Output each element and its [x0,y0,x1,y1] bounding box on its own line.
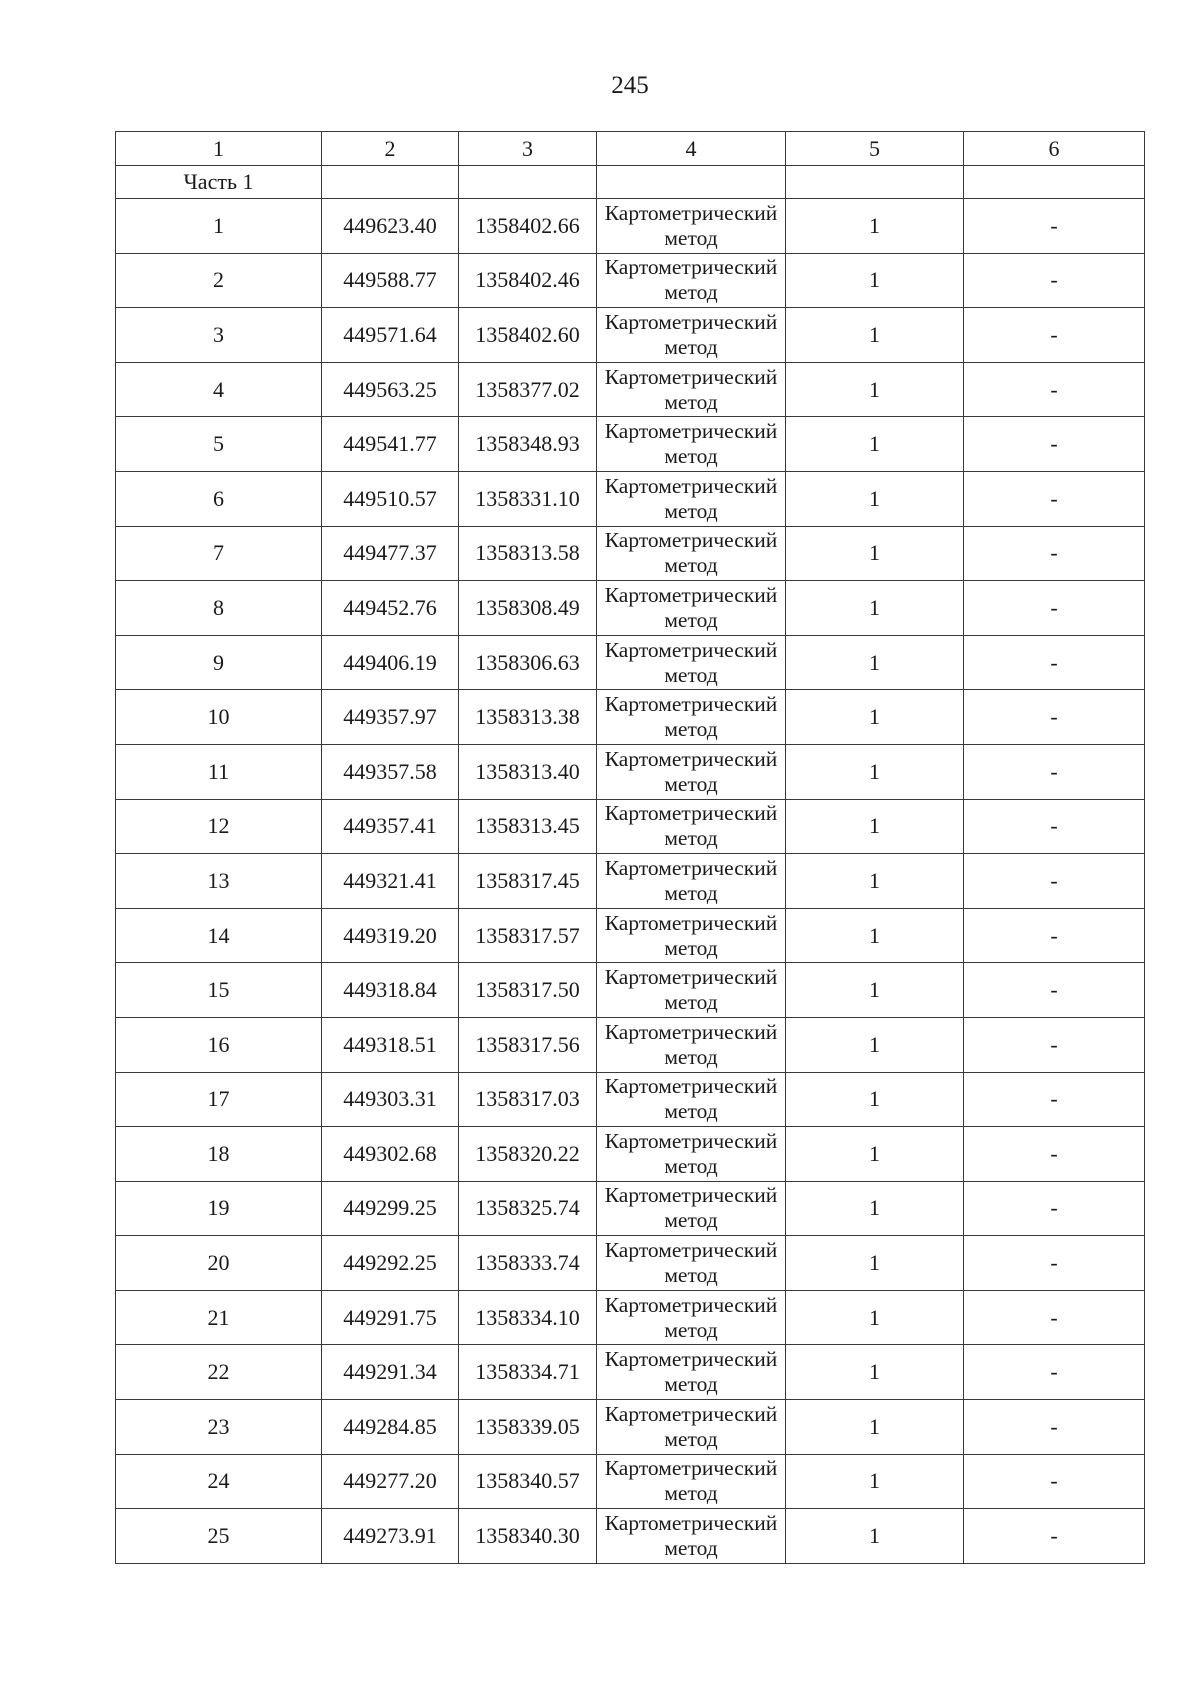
empty-cell [322,166,459,199]
method-cell: Картометрический метод [597,1345,786,1400]
table-row [116,1509,1145,1564]
method-cell: Картометрический метод [597,1400,786,1455]
table-row [116,1127,1145,1182]
note-cell: - [964,1127,1145,1182]
method-cell: Картометрический метод [597,635,786,690]
note-cell: - [964,690,1145,745]
x-coordinate-cell: 449302.68 [322,1127,459,1182]
table-row [116,1181,1145,1236]
note-cell: - [964,417,1145,472]
note-cell: - [964,471,1145,526]
x-coordinate-cell: 449623.40 [322,199,459,254]
accuracy-cell: 1 [786,1345,964,1400]
table-row [116,1454,1145,1509]
table-row [116,1072,1145,1127]
accuracy-cell: 1 [786,1017,964,1072]
accuracy-cell: 1 [786,308,964,363]
method-cell: Картометрический метод [597,1236,786,1291]
accuracy-cell: 1 [786,1181,964,1236]
method-cell: Картометрический метод [597,308,786,363]
method-cell: Картометрический метод [597,362,786,417]
column-header: 4 [597,132,786,166]
point-number-cell: 16 [116,1017,322,1072]
accuracy-cell: 1 [786,908,964,963]
x-coordinate-cell: 449284.85 [322,1400,459,1455]
x-coordinate-cell: 449319.20 [322,908,459,963]
method-cell: Картометрический метод [597,908,786,963]
x-coordinate-cell: 449291.34 [322,1345,459,1400]
y-coordinate-cell: 1358402.60 [459,308,597,363]
x-coordinate-cell: 449357.97 [322,690,459,745]
method-cell: Картометрический метод [597,1290,786,1345]
x-coordinate-cell: 449510.57 [322,471,459,526]
point-number-cell: 18 [116,1127,322,1182]
table-row [116,253,1145,308]
y-coordinate-cell: 1358339.05 [459,1400,597,1455]
method-cell: Картометрический метод [597,253,786,308]
x-coordinate-cell: 449318.84 [322,963,459,1018]
empty-cell [964,166,1145,199]
x-coordinate-cell: 449321.41 [322,854,459,909]
accuracy-cell: 1 [786,1454,964,1509]
point-number-cell: 5 [116,417,322,472]
point-number-cell: 2 [116,253,322,308]
note-cell: - [964,744,1145,799]
table-body [116,132,1145,1564]
point-number-cell: 22 [116,1345,322,1400]
section-label: Часть 1 [116,166,322,199]
note-cell: - [964,1400,1145,1455]
table-row [116,308,1145,363]
x-coordinate-cell: 449357.58 [322,744,459,799]
method-cell: Картометрический метод [597,1072,786,1127]
page-number: 245 [611,72,649,99]
accuracy-cell: 1 [786,635,964,690]
table-row [116,799,1145,854]
note-cell: - [964,963,1145,1018]
accuracy-cell: 1 [786,799,964,854]
empty-cell [459,166,597,199]
note-cell: - [964,635,1145,690]
point-number-cell: 8 [116,581,322,636]
x-coordinate-cell: 449318.51 [322,1017,459,1072]
empty-cell [597,166,786,199]
x-coordinate-cell: 449588.77 [322,253,459,308]
table-row [116,635,1145,690]
y-coordinate-cell: 1358333.74 [459,1236,597,1291]
accuracy-cell: 1 [786,1072,964,1127]
table-row [116,526,1145,581]
table-row [116,1400,1145,1455]
point-number-cell: 4 [116,362,322,417]
method-cell: Картометрический метод [597,199,786,254]
method-cell: Картометрический метод [597,417,786,472]
column-header: 3 [459,132,597,166]
y-coordinate-cell: 1358334.71 [459,1345,597,1400]
x-coordinate-cell: 449273.91 [322,1509,459,1564]
x-coordinate-cell: 449292.25 [322,1236,459,1291]
table-row [116,1345,1145,1400]
table-row [116,581,1145,636]
method-cell: Картометрический метод [597,854,786,909]
method-cell: Картометрический метод [597,744,786,799]
note-cell: - [964,199,1145,254]
note-cell: - [964,526,1145,581]
accuracy-cell: 1 [786,744,964,799]
y-coordinate-cell: 1358317.50 [459,963,597,1018]
method-cell: Картометрический метод [597,581,786,636]
method-cell: Картометрический метод [597,526,786,581]
point-number-cell: 7 [116,526,322,581]
method-cell: Картометрический метод [597,471,786,526]
y-coordinate-cell: 1358348.93 [459,417,597,472]
x-coordinate-cell: 449571.64 [322,308,459,363]
x-coordinate-cell: 449357.41 [322,799,459,854]
note-cell: - [964,253,1145,308]
x-coordinate-cell: 449477.37 [322,526,459,581]
table-row [116,908,1145,963]
table-row [116,417,1145,472]
table-row [116,199,1145,254]
method-cell: Картометрический метод [597,799,786,854]
point-number-cell: 13 [116,854,322,909]
empty-cell [786,166,964,199]
table-row [116,1290,1145,1345]
accuracy-cell: 1 [786,1236,964,1291]
column-header: 5 [786,132,964,166]
y-coordinate-cell: 1358377.02 [459,362,597,417]
point-number-cell: 24 [116,1454,322,1509]
note-cell: - [964,1454,1145,1509]
point-number-cell: 1 [116,199,322,254]
coordinates-table [115,131,1145,1564]
column-header: 1 [116,132,322,166]
accuracy-cell: 1 [786,526,964,581]
y-coordinate-cell: 1358320.22 [459,1127,597,1182]
table-row [116,1236,1145,1291]
accuracy-cell: 1 [786,199,964,254]
accuracy-cell: 1 [786,854,964,909]
point-number-cell: 14 [116,908,322,963]
method-cell: Картометрический метод [597,690,786,745]
point-number-cell: 9 [116,635,322,690]
accuracy-cell: 1 [786,581,964,636]
accuracy-cell: 1 [786,1509,964,1564]
point-number-cell: 20 [116,1236,322,1291]
method-cell: Картометрический метод [597,963,786,1018]
y-coordinate-cell: 1358334.10 [459,1290,597,1345]
accuracy-cell: 1 [786,1127,964,1182]
x-coordinate-cell: 449291.75 [322,1290,459,1345]
section-row [116,166,1145,199]
y-coordinate-cell: 1358306.63 [459,635,597,690]
table-row [116,854,1145,909]
note-cell: - [964,799,1145,854]
accuracy-cell: 1 [786,362,964,417]
accuracy-cell: 1 [786,253,964,308]
x-coordinate-cell: 449541.77 [322,417,459,472]
method-cell: Картометрический метод [597,1181,786,1236]
table-header-row [116,132,1145,166]
y-coordinate-cell: 1358331.10 [459,471,597,526]
note-cell: - [964,1072,1145,1127]
y-coordinate-cell: 1358308.49 [459,581,597,636]
table-row [116,471,1145,526]
table-row [116,362,1145,417]
method-cell: Картометрический метод [597,1017,786,1072]
y-coordinate-cell: 1358325.74 [459,1181,597,1236]
column-header: 2 [322,132,459,166]
x-coordinate-cell: 449303.31 [322,1072,459,1127]
method-cell: Картометрический метод [597,1127,786,1182]
y-coordinate-cell: 1358313.58 [459,526,597,581]
note-cell: - [964,308,1145,363]
point-number-cell: 3 [116,308,322,363]
note-cell: - [964,908,1145,963]
table-row [116,1017,1145,1072]
accuracy-cell: 1 [786,417,964,472]
point-number-cell: 17 [116,1072,322,1127]
point-number-cell: 12 [116,799,322,854]
y-coordinate-cell: 1358313.45 [459,799,597,854]
table-row [116,744,1145,799]
accuracy-cell: 1 [786,1400,964,1455]
point-number-cell: 21 [116,1290,322,1345]
y-coordinate-cell: 1358402.46 [459,253,597,308]
point-number-cell: 10 [116,690,322,745]
y-coordinate-cell: 1358402.66 [459,199,597,254]
point-number-cell: 11 [116,744,322,799]
accuracy-cell: 1 [786,471,964,526]
point-number-cell: 23 [116,1400,322,1455]
y-coordinate-cell: 1358340.30 [459,1509,597,1564]
point-number-cell: 19 [116,1181,322,1236]
note-cell: - [964,1017,1145,1072]
accuracy-cell: 1 [786,690,964,745]
note-cell: - [964,854,1145,909]
method-cell: Картометрический метод [597,1509,786,1564]
note-cell: - [964,1345,1145,1400]
note-cell: - [964,581,1145,636]
table-row [116,690,1145,745]
x-coordinate-cell: 449299.25 [322,1181,459,1236]
table-row [116,963,1145,1018]
note-cell: - [964,1290,1145,1345]
point-number-cell: 25 [116,1509,322,1564]
y-coordinate-cell: 1358340.57 [459,1454,597,1509]
note-cell: - [964,362,1145,417]
x-coordinate-cell: 449406.19 [322,635,459,690]
note-cell: - [964,1509,1145,1564]
y-coordinate-cell: 1358313.40 [459,744,597,799]
point-number-cell: 15 [116,963,322,1018]
y-coordinate-cell: 1358317.56 [459,1017,597,1072]
note-cell: - [964,1236,1145,1291]
x-coordinate-cell: 449452.76 [322,581,459,636]
accuracy-cell: 1 [786,963,964,1018]
x-coordinate-cell: 449277.20 [322,1454,459,1509]
y-coordinate-cell: 1358317.45 [459,854,597,909]
x-coordinate-cell: 449563.25 [322,362,459,417]
accuracy-cell: 1 [786,1290,964,1345]
y-coordinate-cell: 1358317.03 [459,1072,597,1127]
note-cell: - [964,1181,1145,1236]
y-coordinate-cell: 1358317.57 [459,908,597,963]
y-coordinate-cell: 1358313.38 [459,690,597,745]
method-cell: Картометрический метод [597,1454,786,1509]
column-header: 6 [964,132,1145,166]
point-number-cell: 6 [116,471,322,526]
